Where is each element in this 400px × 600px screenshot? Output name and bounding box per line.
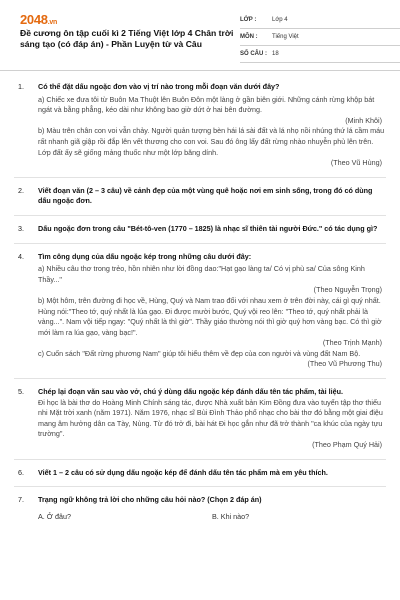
info-row-subject — [240, 29, 400, 46]
question-1 — [14, 82, 386, 169]
answer-options — [38, 512, 386, 523]
question-number: 2. — [18, 185, 24, 195]
passage-source: (Theo Trịnh Mạnh) — [322, 338, 382, 348]
option-letter: B. — [212, 511, 219, 521]
question-number: 4. — [18, 251, 24, 261]
question-divider — [14, 215, 386, 216]
document-info-table — [240, 12, 400, 63]
logo-suffix: .vn — [47, 19, 57, 26]
question-stem: Tìm công dụng của dấu ngoặc kép trong những câu dưới đây: — [38, 251, 252, 261]
option-letter: A. — [38, 511, 45, 521]
question-number: 5. — [18, 387, 24, 397]
question-number: 6. — [18, 467, 24, 477]
info-value: 18 — [272, 51, 279, 57]
question-stem: Chép lại đoạn văn sau vào vở, chú ý dùng dấu ngoặc kép đánh dấu tên tác phẩm, tài liệu. — [38, 387, 344, 397]
header-divider — [0, 70, 400, 71]
option-text: Khi nào? — [220, 511, 250, 521]
passage-source: (Theo Vũ Hùng) — [330, 158, 382, 168]
info-value: Lớp 4 — [272, 17, 288, 23]
question-passage: b) Màu trên chân con voi vẫn chảy. Người quản tượng bèn hái lá sài đất và lá nhọ nồi nhúng thứ lá cầm máu rất nhanh giã giập rồi đắp lên vết thương cho con voi. Sau đó ông lấy đất rừng nhào nhuyễn phủ lên trên. Lớp đất ấy sẽ giống mảng thuốc như một lớp băng dính. — [38, 126, 385, 157]
question-list — [14, 82, 386, 522]
info-key: MÔN : — [240, 34, 258, 40]
info-key: LỚP : — [240, 17, 257, 23]
info-row-class — [240, 12, 400, 29]
question-5 — [14, 387, 386, 451]
passage-source: (Theo Phạm Quý Hải) — [312, 440, 382, 450]
passage-source: (Minh Khôi) — [345, 115, 382, 125]
question-stem: Trạng ngữ không trả lời cho những câu hỏi nào? (Chọn 2 đáp án) — [38, 495, 262, 505]
question-divider — [14, 243, 386, 244]
question-2 — [14, 186, 386, 207]
question-passage: a) Nhiều câu thơ trong trẻo, hồn nhiên như lời đồng dao:"Hạt gạo làng ta/ Có vị phù sa/ Của sông Kinh Thầy..." — [38, 264, 365, 284]
document-header — [14, 0, 386, 66]
question-passage: a) Chiếc xe đưa tôi từ Buôn Ma Thuột lên Buôn Đôn một làng ở gần biên giới. Những cánh rừng khộp bát ngát và bằng phẳng, kéo dài như không bao giờ dứt ở hai bên đường. — [38, 94, 375, 115]
question-number: 1. — [18, 82, 24, 91]
answer-option-b[interactable] — [212, 512, 386, 523]
document-title: Đề cương ôn tập cuối kì 2 Tiếng Việt lớp 4 Chân trời sáng tạo (có đáp án) - Phần Luyện từ và Câu — [20, 28, 234, 49]
info-value: Tiếng Việt — [272, 34, 299, 40]
logo-main: 2048 — [20, 12, 48, 27]
question-3 — [14, 224, 386, 235]
question-4 — [14, 252, 386, 371]
question-stem: Viết đoạn văn (2 – 3 câu) về cảnh đẹp của một vùng quê hoặc nơi em sinh sống, trong đó có dùng dấu ngoặc đơn. — [38, 185, 373, 206]
info-key: SỐ CÂU : — [240, 51, 267, 57]
question-divider — [14, 378, 386, 379]
question-passage: Đi học là bài thơ do Hoàng Minh Chính sáng tác, được Nhà xuất bản Kim Đồng đưa vào tuyển tập thơ thiếu nhi Mặt trời xanh (năm 1971). Năm 1976, nhạc sĩ Bùi Đình Thảo phổ nhạc cho bài thơ đó bằng một giai điệu mang âm hưởng dân ca Tày, Nùng. Từ đó trở đi, bài hát Đi học gắn như đã trở thành "ca khúc của ngày tựu trường". — [38, 397, 383, 439]
question-divider — [14, 177, 386, 178]
question-divider — [14, 459, 386, 460]
info-row-count — [240, 46, 400, 63]
question-stem: Dấu ngoặc đơn trong câu "Bét-tô-ven (1770 – 1825) là nhạc sĩ thiên tài người Đức." có tác dụng gì? — [38, 223, 378, 233]
question-7 — [14, 495, 386, 522]
question-6 — [14, 468, 386, 479]
site-logo[interactable] — [20, 12, 57, 27]
question-stem: Có thể đặt dấu ngoặc đơn vào vị trí nào trong mỗi đoạn văn dưới đây? — [38, 82, 280, 91]
question-number: 3. — [18, 223, 24, 233]
passage-source: (Theo Nguyễn Trọng) — [313, 285, 382, 295]
question-stem: Viết 1 – 2 câu có sử dụng dấu ngoặc kép để đánh dấu tên tác phẩm mà em yêu thích. — [38, 467, 328, 477]
passage-source: (Theo Vũ Phương Thu) — [307, 359, 382, 369]
question-divider — [14, 486, 386, 487]
answer-option-a[interactable] — [38, 512, 212, 523]
question-passage: c) Cuốn sách "Đất rừng phương Nam" giúp tôi hiểu thêm về đẹp của con người và vùng đất Nam Bộ. — [38, 348, 361, 358]
question-passage: b) Một hôm, trên đường đi học về, Hùng, Quý và Nam trao đổi với nhau xem ở trên đời này, cái gì quý nhất. Hùng nói:"Theo tớ, quý nhất là lúa gạo. Đi được mười bước, Quý vội reo lên: "Theo tớ, quý nhất phải là vàng...". Nam vội tiếp ngay: "Quý nhất là thì giờ". Thầy giáo thường nói thì giờ quý hơn vàng bạc. Có thì giờ mới làm ra lúa gạo, vàng bạc!". — [38, 295, 382, 337]
option-text: Ở đâu? — [46, 511, 71, 521]
question-number: 7. — [18, 495, 24, 505]
